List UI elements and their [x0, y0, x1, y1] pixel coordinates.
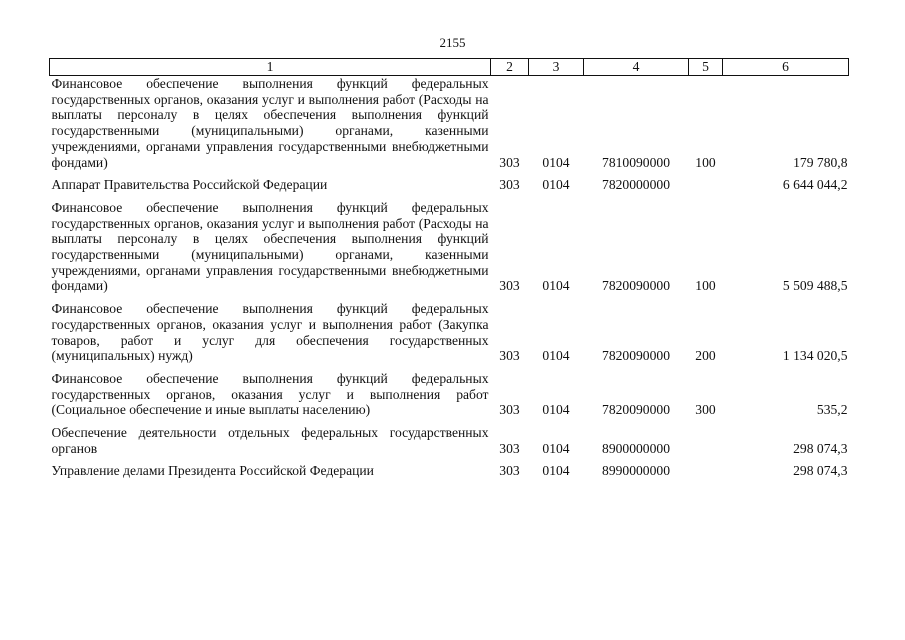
row-ministry-code: 303: [499, 463, 520, 479]
table-row: [50, 76, 849, 175]
row-description: Финансовое обеспечение выполнения функций федеральных государственных органов, оказания услуг и выполнения работ (Расходы на выплаты персоналу в целях обеспечения выполнения функций государственными (муниципальными) органами, казенными учреждениями, органами управления государственными внебюджетными фондами): [51, 76, 489, 170]
row-amount: 298 074,3: [793, 463, 848, 479]
table-row: [50, 460, 849, 483]
row-expense-type: 200: [695, 348, 716, 364]
column-header: 6: [723, 59, 849, 76]
row-section-code: 0104: [542, 177, 570, 193]
table-header-row: [50, 59, 849, 76]
budget-table: [49, 58, 849, 483]
row-ministry-code: 303: [499, 402, 520, 418]
row-ministry-code: 303: [499, 278, 520, 294]
table-row: [50, 368, 849, 422]
row-ministry-code: 303: [499, 440, 520, 456]
row-ministry-code: 303: [499, 177, 520, 193]
row-section-code: 0104: [542, 463, 570, 479]
row-amount: 298 074,3: [793, 440, 848, 456]
row-ministry-code: 303: [499, 154, 520, 170]
row-section-code: 0104: [542, 440, 570, 456]
row-target-code: 7820090000: [602, 348, 670, 364]
row-description: Финансовое обеспечение выполнения функций федеральных государственных органов, оказания услуг и выполнения работ (Закупка товаров, работ и услуг для обеспечения государственных (муниципальных) нужд): [51, 301, 489, 364]
row-description: Аппарат Правительства Российской Федерации: [51, 177, 328, 193]
table-row: [50, 298, 849, 368]
row-target-code: 7820090000: [602, 402, 670, 418]
row-target-code: 8900000000: [602, 440, 670, 456]
row-section-code: 0104: [542, 278, 570, 294]
row-target-code: 8990000000: [602, 463, 670, 479]
row-amount: 5 509 488,5: [782, 278, 848, 294]
table-row: [50, 422, 849, 460]
row-description: Управление делами Президента Российской Федерации: [51, 463, 374, 479]
table-row: [50, 174, 849, 197]
row-expense-type: 100: [695, 278, 716, 294]
column-header: 4: [584, 59, 689, 76]
column-header: 3: [529, 59, 584, 76]
row-amount: 535,2: [816, 402, 848, 418]
row-expense-type: 300: [695, 402, 716, 418]
row-target-code: 7820090000: [602, 278, 670, 294]
row-expense-type: 100: [695, 154, 716, 170]
row-expense-type: [689, 174, 723, 197]
row-amount: 179 780,8: [793, 154, 848, 170]
column-header: 2: [491, 59, 529, 76]
row-amount: 1 134 020,5: [782, 348, 848, 364]
page-number: 2155: [439, 35, 466, 50]
row-expense-type: [689, 460, 723, 483]
row-section-code: 0104: [542, 348, 570, 364]
table-row: [50, 197, 849, 298]
column-header: 1: [50, 59, 491, 76]
column-header: 5: [689, 59, 723, 76]
row-expense-type: [689, 422, 723, 460]
row-amount: 6 644 044,2: [782, 177, 848, 193]
row-ministry-code: 303: [499, 348, 520, 364]
row-section-code: 0104: [542, 154, 570, 170]
row-target-code: 7810090000: [602, 154, 670, 170]
row-target-code: 7820000000: [602, 177, 670, 193]
row-description: Финансовое обеспечение выполнения функций федеральных государственных органов, оказания услуг и выполнения работ (Социальное обеспечение и иные выплаты населению): [51, 370, 489, 418]
row-description: Финансовое обеспечение выполнения функций федеральных государственных органов, оказания услуг и выполнения работ (Расходы на выплаты персоналу в целях обеспечения выполнения функций государственными (муниципальными) органами, казенными учреждениями, органами управления государственными внебюджетными фондами): [51, 199, 489, 294]
row-section-code: 0104: [542, 402, 570, 418]
row-description: Обеспечение деятельности отдельных федеральных государственных органов: [51, 425, 489, 456]
